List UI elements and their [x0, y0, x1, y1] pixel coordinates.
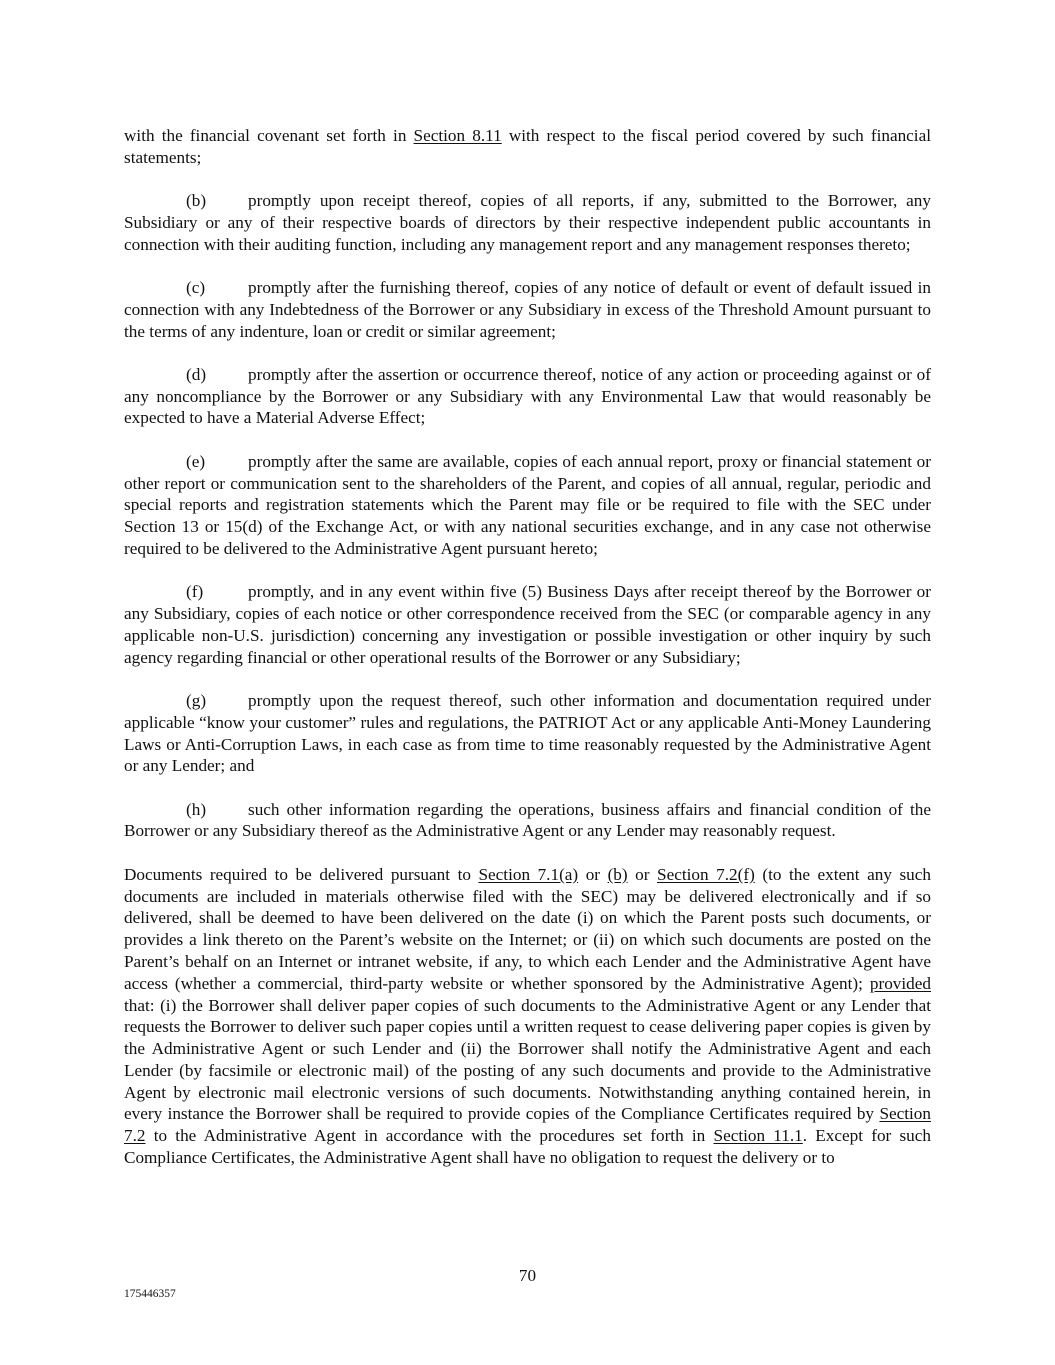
item-text: promptly upon receipt thereof, copies of all reports, if any, submitted to the Borrower, any Subsidiary or any of their respective boards of directors by their respective independent public accountants in connection with their auditing function, including any management report and any management responses thereto; [124, 191, 931, 254]
item-label: (h) [186, 799, 207, 819]
section-ref: Section 11.1 [713, 1126, 803, 1146]
list-item-g [124, 690, 931, 777]
intro-paragraph: with the financial covenant set forth in Section 8.11 with respect to the fiscal period covered by such financial statements; [124, 126, 931, 167]
document-id: 175446357 [124, 1288, 176, 1300]
page-number: 70 [518, 1266, 537, 1285]
list-item-c [124, 277, 931, 342]
item-text: promptly after the furnishing thereof, copies of any notice of default or event of default issued in connection with any Indebtedness of the Borrower or any Subsidiary in excess of the Threshold Amount pursuant to the terms of any indenture, loan or credit or similar agreement; [124, 277, 931, 341]
section-ref: Section 7.2 [124, 1104, 931, 1146]
list-item-b [124, 190, 931, 255]
closing-paragraph: Documents required to be delivered pursuant to Section 7.1(a) or (b) or Section 7.2(f) (to the extent any such documents are included in materials otherwise filed with the SEC) may be delivered electronically and if so delivered, shall be deemed to have been delivered on the date (i) on which the Parent posts such documents, or provides a link thereto on the Parent’s website on the Internet; or (ii) on which such documents are posted on the Parent’s behalf on an Internet or intranet website, if any, to which each Lender and the Administrative Agent have access (whether a commercial, third-party website or whether sponsored by the Administrative Agent); provided that: (i) the Borrower shall deliver paper copies of such documents to the Administrative Agent or any Lender that requests the Borrower to deliver such paper copies until a written request to cease delivering paper copies is given by the Administrative Agent or such Lender and (ii) the Borrower shall notify the Administrative Agent and each Lender (by facsimile or electronic mail) of the posting of any such documents and provide to the Administrative Agent by electronic mail electronic versions of such documents. Notwithstanding anything contained herein, in every instance the Borrower shall be required to provide copies of the Compliance Certificates required by Section 7.2 to the Administrative Agent in accordance with the procedures set forth in Section 11.1. Except for such Compliance Certificates, the Administrative Agent shall have no obligation to request the delivery or to [124, 864, 931, 1168]
item-label: (g) [186, 690, 207, 710]
item-label: (b) [186, 191, 207, 211]
item-label: (c) [186, 277, 206, 297]
section-ref: (b) [607, 864, 628, 884]
item-label: (d) [186, 364, 207, 384]
section-ref: Section 7.2(f) [657, 864, 755, 884]
item-label: (f) [186, 582, 204, 602]
item-text: promptly after the assertion or occurrence thereof, notice of any action or proceeding against or of any noncompliance by the Borrower or any Subsidiary with any Environmental Law that would reasonably be expected to have a Material Adverse Effect; [124, 364, 931, 428]
list-item-f [124, 581, 931, 668]
section-ref: Section 7.1(a) [478, 864, 579, 884]
list-item-h [124, 799, 931, 843]
item-text: promptly after the same are available, copies of each annual report, proxy or financial statement or other report or communication sent to the shareholders of the Parent, and copies of all annual, regular, periodic and special reports and registration statements which the Parent may file or be required to file with the SEC under Section 13 or 15(d) of the Exchange Act, or with any national securities exchange, and in any case not otherwise required to be delivered to the Administrative Agent pursuant hereto; [124, 451, 931, 558]
item-text: promptly, and in any event within five (5) Business Days after receipt thereof by the Borrower or any Subsidiary, copies of each notice or other correspondence received from the SEC (or comparable agency in any applicable non-U.S. jurisdiction) concerning any investigation or possible investigation or other inquiry by such agency regarding financial or other operational results of the Borrower or any Subsidiary; [124, 582, 931, 667]
section-ref: Section 8.11 [413, 126, 502, 145]
item-text: promptly upon the request thereof, such other information and documentation required under applicable “know your customer” rules and regulations, the PATRIOT Act or any applicable Anti-Money Laundering Laws or Anti-Corruption Laws, in each case as from time to time reasonably requested by the Administrative Agent or any Lender; and [124, 690, 931, 776]
list-item-e [124, 451, 931, 560]
item-text: such other information regarding the operations, business affairs and financial condition of the Borrower or any Subsidiary thereof as the Administrative Agent or any Lender may reasonably request. [124, 799, 931, 841]
provided-term: provided [869, 973, 931, 993]
document-body [124, 125, 931, 1190]
list-item-d [124, 364, 931, 429]
item-label: (e) [186, 451, 206, 471]
